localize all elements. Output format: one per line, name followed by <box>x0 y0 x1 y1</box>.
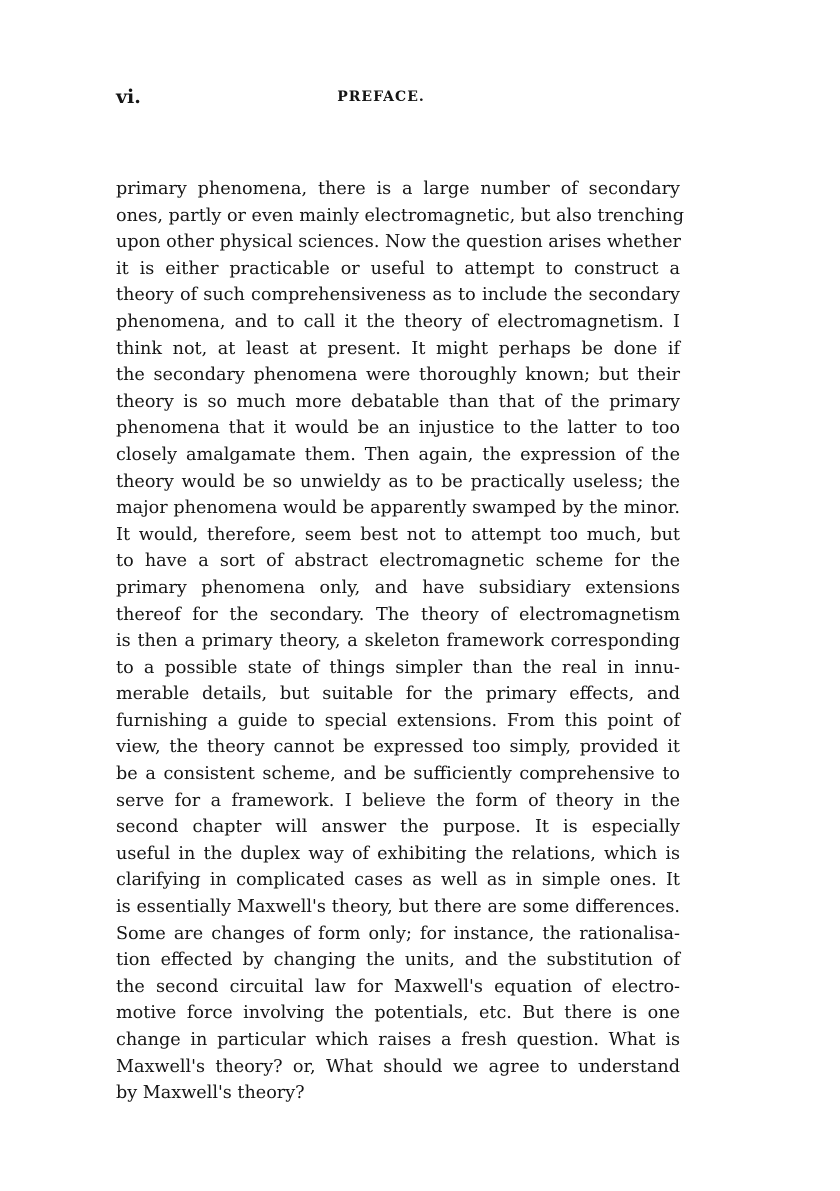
text-line: the secondary phenomena were thoroughly known; but their <box>116 365 680 386</box>
page-number: vi. <box>116 86 141 108</box>
text-line: to have a sort of abstract electromagnetic scheme for the <box>116 551 680 572</box>
text-line: It would, therefore, seem best not to attempt too much, but <box>116 524 680 545</box>
text-line: serve for a framework. I believe the form of theory in the <box>116 790 680 811</box>
text-line: primary phenomena only, and have subsidiary extensions <box>116 577 680 598</box>
text-line: ones, partly or even mainly electromagnetic, but also trenching <box>116 205 685 226</box>
text-line: primary phenomena, there is a large number of secondary <box>116 179 680 199</box>
running-head: PREFACE. <box>337 89 425 105</box>
page-header <box>116 86 680 110</box>
text-line: is then a primary theory, a skeleton framework corresponding <box>116 631 680 652</box>
text-line: is essentially Maxwell's theory, but there are some differences. <box>116 897 680 918</box>
text-line: Some are changes of form only; for instance, the rationalisa- <box>116 923 680 944</box>
text-line: closely amalgamate them. Then again, the expression of the <box>116 444 680 465</box>
text-line: to a possible state of things simpler than the real in innu- <box>116 657 680 678</box>
text-line: theory of such comprehensiveness as to include the secondary <box>116 285 680 306</box>
text-line: phenomena, and to call it the theory of electromagnetism. I <box>116 311 680 332</box>
body-text <box>116 176 685 1107</box>
text-line: thereof for the secondary. The theory of electromagnetism <box>116 604 680 625</box>
text-line: the second circuital law for Maxwell's equation of electro- <box>116 976 680 997</box>
text-line: phenomena that it would be an injustice to the latter to too <box>116 418 680 439</box>
text-line: clarifying in complicated cases as well as in simple ones. It <box>116 870 680 891</box>
text-line: theory is so much more debatable than that of the primary <box>116 391 680 412</box>
text-line: think not, at least at present. It might perhaps be done if <box>116 338 680 359</box>
text-line: tion effected by changing the units, and the substitution of <box>116 950 680 971</box>
text-line: merable details, but suitable for the primary effects, and <box>116 684 680 705</box>
text-line: upon other physical sciences. Now the question arises whether <box>116 232 681 253</box>
text-line: theory would be so unwieldy as to be practically useless; the <box>116 471 680 492</box>
text-line: view, the theory cannot be expressed too simply, provided it <box>116 737 680 758</box>
text-line: it is either practicable or useful to attempt to construct a <box>116 258 680 279</box>
text-line: major phenomena would be apparently swamped by the minor. <box>116 498 680 519</box>
text-line: Maxwell's theory? or, What should we agree to understand <box>116 1056 680 1077</box>
text-line: motive force involving the potentials, etc. But there is one <box>116 1003 680 1024</box>
text-line: furnishing a guide to special extensions. From this point of <box>116 710 680 731</box>
text-line: by Maxwell's theory? <box>116 1083 305 1104</box>
text-line: change in particular which raises a fresh question. What is <box>116 1030 680 1050</box>
text-line: useful in the duplex way of exhibiting the relations, which is <box>116 843 680 864</box>
text-line: be a consistent scheme, and be sufficiently comprehensive to <box>116 764 680 785</box>
text-line: second chapter will answer the purpose. It is especially <box>116 817 680 838</box>
